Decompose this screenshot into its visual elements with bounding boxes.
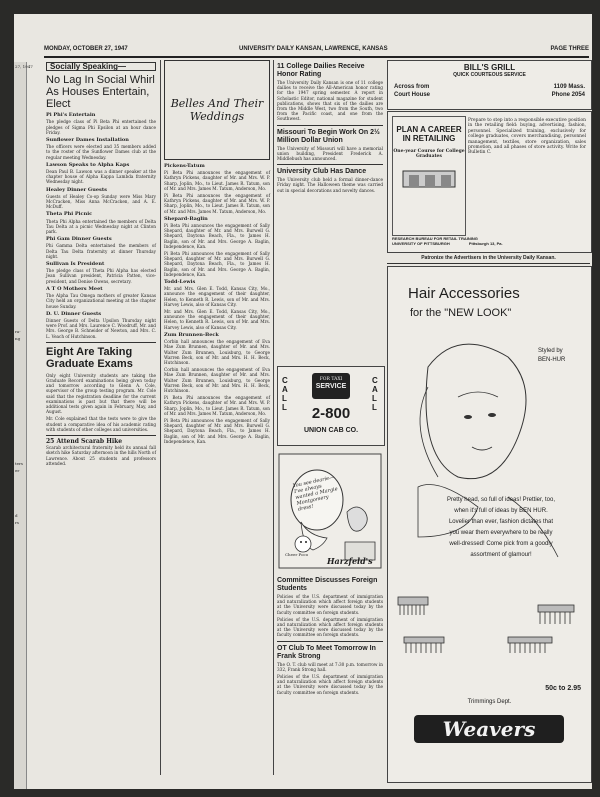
weavers-ad bbox=[387, 266, 592, 783]
bills-grill-ad bbox=[387, 60, 592, 110]
harzfeld-logo: Harzfeld's bbox=[327, 556, 373, 566]
item-title: Sullivan Is President bbox=[46, 261, 105, 268]
society-headline: No Lag In Social Whirl As Houses Entertain, Elect bbox=[46, 74, 155, 111]
taxi-sign-bottom: SERVICE bbox=[315, 383, 347, 390]
masthead-paper-name: UNIVERSITY DAILY KANSAN, LAWRENCE, KANSAS bbox=[239, 46, 388, 52]
union-cab-ad bbox=[277, 366, 385, 446]
strip-line: ters bbox=[15, 461, 23, 466]
weavers-dept: Trimmings Dept. bbox=[467, 699, 512, 705]
harzfeld-ad bbox=[277, 452, 383, 570]
masthead-date: MONDAY, OCTOBER 27, 1947 bbox=[44, 46, 128, 52]
news-headline: OT Club To Meet Tomorrow In Frank Strong bbox=[277, 644, 376, 660]
item-text: Pi Beta Phi announces the engagement of Sally Shepard, daughter of Mr. and Mrs. Burwell G. Shepard, Daytona Beach, Fla., to James H. Baglin, son of Mr. and Mrs. George A. Baglin, Independence, Kan. bbox=[164, 223, 270, 249]
career-footer-1: RESEARCH BUREAU FOR RETAIL TRAINING bbox=[392, 236, 478, 241]
news-text: Policies of the U.S. department of immigration and naturalization which affect foreign students at the University were discussed today by the faculty committee on foreign students. bbox=[277, 674, 383, 695]
divider bbox=[277, 164, 383, 165]
news-text: The University club held a formal dinner-dance Friday night. The Halloween theme was carried out in special decorations and novelty dances. bbox=[277, 177, 383, 193]
bills-phone: Phone 2054 bbox=[551, 92, 585, 98]
bills-contact bbox=[552, 83, 585, 99]
item-title: Pi Phi's Entertain bbox=[46, 112, 96, 119]
news-text: Policies of the U.S. department of immigration and naturalization which affect foreign students at the University were discussed today by the faculty committee on foreign students. bbox=[277, 616, 383, 638]
bills-street: 1109 Mass. bbox=[553, 84, 585, 90]
ben-hur: BEN-HUR bbox=[538, 357, 566, 363]
news-text: The University of Missouri will have a memorial union building, President Frederick A. Middlebush has announced. bbox=[277, 145, 383, 162]
item-text: Corbin hall announces the engagement of Eva Mae Zum Brunnen, daughter of Mr. and Mrs. Walter Zum Brunnen, Louisburg, to George Warren Beck, son of Mr. and Mrs. H. H. Beck, Hutchinson. bbox=[164, 367, 270, 393]
career-left-panel bbox=[392, 116, 466, 236]
styled-by: Styled by bbox=[538, 348, 563, 354]
news-text: The O. T. club will meet at 7:30 p.m. tomorrow in 332, Frank Strong hall. bbox=[277, 661, 383, 672]
item-text: Pi Beta Phi announces the engagement of Sally Shepard, daughter of Mr. and Mrs. Burwell G. Shepard, Daytona Beach, Fla., to James H. Baglin, son of Mr. and Mrs. George A. Baglin, Independence, Kan. bbox=[164, 417, 270, 444]
item-title: Zum Brunnen-Beck bbox=[164, 331, 219, 338]
item-text: The officers were elected and 35 members added to the roster of the Sunflower Dames club at the regular meeting Wednesday. bbox=[46, 144, 156, 160]
call-right: CALL bbox=[372, 376, 378, 412]
adjacent-page-edge bbox=[14, 62, 33, 789]
career-footer bbox=[392, 236, 587, 246]
item-text: Phi Gamma Delta entertained the members of Delta Tau Delta fraternity at dinner Thursday night. bbox=[46, 243, 156, 259]
weavers-title-1: Hair Accessories bbox=[408, 285, 520, 302]
career-footer-3: Pittsburgh 13, Pa. bbox=[468, 241, 503, 246]
item-text: The Alpha Tau Omega mothers of greater Kansas City held an organizational meeting at the chapter house Sunday. bbox=[46, 293, 156, 309]
item-text: Mr. and Mrs. Glen E. Todd, Kansas City, Mo., announce the engagement of their daughter, Helen, to Kenneth R. Lewis, son of Mr. and Mrs. Harvey Lewis, also of Kansas City. bbox=[164, 309, 270, 330]
item-text: Pi Beta Phi announces the engagement of Sally Shepard, daughter of Mr. and Mrs. Burwell G. Shepard, Daytona Beach, Fla., to James H. Baglin, son of Mr. and Mrs. George A. Baglin, Independence, Kan. bbox=[164, 251, 270, 277]
strip-line: rs bbox=[15, 520, 19, 525]
news-headline: Committee Discusses Foreign Students bbox=[277, 577, 378, 592]
column-weddings bbox=[164, 60, 270, 775]
cab-phone: 2-800 bbox=[311, 405, 351, 422]
harzfeld-note: You see dearie— I've always wanted a Margie Montgomery dress! bbox=[292, 474, 339, 513]
taxi-sign-top: FOR TAXI bbox=[319, 377, 343, 382]
storefront-icon bbox=[399, 167, 459, 189]
column-news-top bbox=[277, 60, 383, 360]
divider bbox=[277, 641, 383, 642]
strip-line: d bbox=[15, 513, 18, 518]
career-subtitle: One-year Course for College Graduates bbox=[393, 149, 465, 159]
harzfeld-kid: Cheer Poco bbox=[285, 552, 309, 557]
divider bbox=[46, 342, 156, 343]
column-society bbox=[46, 60, 156, 780]
item-text: Pi Beta Phi announces the engagement of Kathryn Pickens, daughter of Mr. and Mrs. W. P. Sharp, Joplin, Mo., to Lieut. James R. Tatum, son of Mr. and Mrs. James M. Tatum, Anderson, Mo. bbox=[164, 193, 270, 214]
strip-line: ra- bbox=[15, 329, 21, 334]
bills-location bbox=[394, 83, 430, 99]
masthead-page: PAGE THREE bbox=[550, 46, 589, 52]
career-title: PLAN A CAREER IN RETAILING bbox=[396, 125, 462, 143]
retailing-career-ad bbox=[387, 111, 592, 253]
weavers-logo: Weavers bbox=[414, 715, 564, 743]
weavers-body: Pretty head, so full of ideas! Prettier, too, when it's full of ideas by BEN HUR. Lovelier than ever, fashion dictates that you wear them everywhere to be really well-dressed! Come pick from a goodly assortment of glamour! bbox=[446, 497, 556, 558]
divider bbox=[46, 435, 156, 436]
section-header: Socially Speaking— bbox=[46, 62, 156, 71]
scarab-text: Scarab architectural fraternity held its annual fall sketch hike Saturday afternoon in the hills North of Lawrence. About 25 students and professors attended. bbox=[46, 445, 156, 466]
weavers-price: 50c to 2.95 bbox=[545, 685, 581, 692]
combs-illustration bbox=[388, 577, 591, 667]
item-text: Dean Paul B. Lawson was a dinner speaker at the chapter house of Alpha Kappa Lambda fraternity Wednesday night. bbox=[46, 169, 156, 185]
bills-title: BILL'S GRILL bbox=[463, 63, 516, 72]
call-left: CALL bbox=[282, 376, 288, 412]
item-title: A T O Mothers Meet bbox=[46, 285, 103, 292]
weddings-feature-title: Belles And Their Weddings bbox=[170, 97, 264, 123]
item-title: Sunflower Dames Installation bbox=[46, 137, 129, 144]
strip-line: er bbox=[15, 468, 20, 473]
weavers-title-2: for the "NEW LOOK" bbox=[410, 307, 512, 319]
bills-subtitle: QUICK COURTEOUS SERVICE bbox=[453, 72, 526, 78]
news-headline: University Club Has Dance bbox=[277, 168, 367, 176]
item-text: Theta Phi Alpha entertained the members of Delta Tau Delta at a picnic Wednesday night at Clinton park. bbox=[46, 218, 156, 235]
news-headline: Missouri To Begin Work On 2½ Million Dollar Union bbox=[277, 128, 380, 144]
item-title: Pickens-Tatum bbox=[164, 163, 205, 169]
item-text: Corbin hall announces the engagement of Eva Mae Zum Brunnen, daughter of Mr. and Mrs. Walter Zum Brunnen, Louisburg, to George Warren Beck, son of Mr. and Mrs. H. H. Beck, Hutchinson. bbox=[164, 339, 270, 365]
bills-addr1: Across from bbox=[394, 84, 430, 90]
bills-addr2: Court House bbox=[394, 92, 430, 98]
weddings-feature-box bbox=[164, 60, 270, 160]
item-text: Pi Beta Phi announces the engagement of Kathryn Pickens, daughter of Mr. and Mrs. W. P. Sharp, Joplin, Mo., to Lieut. James R. Tatum, son of Mr. and Mrs. James M. Tatum, Anderson, Mo. bbox=[164, 170, 270, 191]
item-text: The pledge class of Pi Beta Phi entertained the pledges of Sigma Phi Epsilon at an hour dance Friday. bbox=[46, 119, 156, 135]
newspaper-page bbox=[14, 14, 592, 789]
item-title: Lawson Speaks to Alpha Kaps bbox=[46, 161, 130, 168]
column-news-bottom bbox=[277, 574, 383, 774]
item-title: Healey Dinner Guests bbox=[46, 186, 107, 193]
career-body: Prepare to step into a responsible executive position in the retailing field: buying, advertising, fashion, personnel. Specialized training, exclusively for college graduates, covers merchandising, personnel management, textiles, store organization, sales promotion, and all phases of store activity. Write for Bulletin C. bbox=[468, 118, 586, 156]
item-title: Todd-Lewis bbox=[164, 279, 196, 286]
column-rule bbox=[160, 60, 161, 775]
item-text: Guests of Healey Co-op Sunday were Miss Mary McCracken, Miss Anna McCracken, and A. E. McDuff. bbox=[46, 193, 156, 210]
item-text: Mr. and Mrs. Glen E. Todd, Kansas City, Mo., announce the engagement of their daughter, Helen, to Kenneth R. Lewis, son of Mr. and Mrs. Harvey Lewis, also of Kansas City. bbox=[164, 286, 270, 307]
item-title: Shepard-Baglin bbox=[164, 215, 208, 222]
patronize-line: Patronize the Advertisers in the University Daily Kansan. bbox=[387, 255, 590, 264]
exams-headline: Eight Are Taking Graduate Exams bbox=[46, 345, 133, 370]
item-title: D. U. Dinner Guests bbox=[46, 310, 102, 317]
news-headline: 11 College Dailies Receive Honor Rating bbox=[277, 63, 365, 78]
masthead bbox=[44, 44, 589, 58]
exams-text: Only eight University students are taking the Graduate Record examinations being given today and tomorrow according to Glenn A. Cole, supervisor of the group testing program. Mr. Cole said that the registration deadline for the current examinations is past but that there will be additional tests given again in February, May, and August. bbox=[46, 372, 156, 415]
item-text: Dinner Guests of Delta Upsilon Thursday night were Prof. and Mrs. Laurence C. Woodruff, Mr. and Mrs. George B. Schneider of Newton, and Mrs. C. L. Veach of Hutchinson. bbox=[46, 317, 156, 339]
strip-line: ng bbox=[15, 336, 21, 341]
item-title: Phi Gam Dinner Guests bbox=[46, 236, 112, 243]
strip-line: 27, 1947 bbox=[15, 64, 33, 69]
divider bbox=[277, 125, 383, 126]
item-title: Theta Phi Picnic bbox=[46, 211, 93, 218]
cab-company: UNION CAB CO. bbox=[303, 427, 359, 434]
scarab-title: 25 Attend Scarab Hike bbox=[46, 437, 123, 445]
item-text: The pledge class of Theta Phi Alpha has elected Jean Sullivan president, Patricia Patten, vice-president, and Denise Owens, secretary. bbox=[46, 268, 156, 284]
taxi-sign bbox=[312, 373, 350, 399]
news-text: Policies of the U.S. department of immigration and naturalization which affect foreign students at the University were discussed today by the faculty committee on foreign students. bbox=[277, 594, 383, 615]
column-rule bbox=[273, 60, 274, 775]
item-text: Pi Beta Phi announces the engagement of Kathryn Pickens, daughter of Mr. and Mrs. W. P. Sharp, Joplin, Mo., to Lieut. James R. Tatum, son of Mr. and Mrs. James M. Tatum, Anderson, Mo. bbox=[164, 395, 270, 416]
career-footer-2: UNIVERSITY OF PITTSBURGH bbox=[392, 241, 450, 246]
exams-text-2: Mr. Cole explained that the tests were to give the student a comparative idea of his academic rating with students of other colleges and universities. bbox=[46, 416, 156, 432]
news-text: The University Daily Kansan is one of 11 college dailies to receive the All-American honor rating for the 1947 spring semester. A report in Scholastic Editor, national magazine for student publications, shows that six of the dailies are from the Middle West, two from the South, two from the Pacific coast, and one from the Southwest. bbox=[277, 80, 383, 122]
